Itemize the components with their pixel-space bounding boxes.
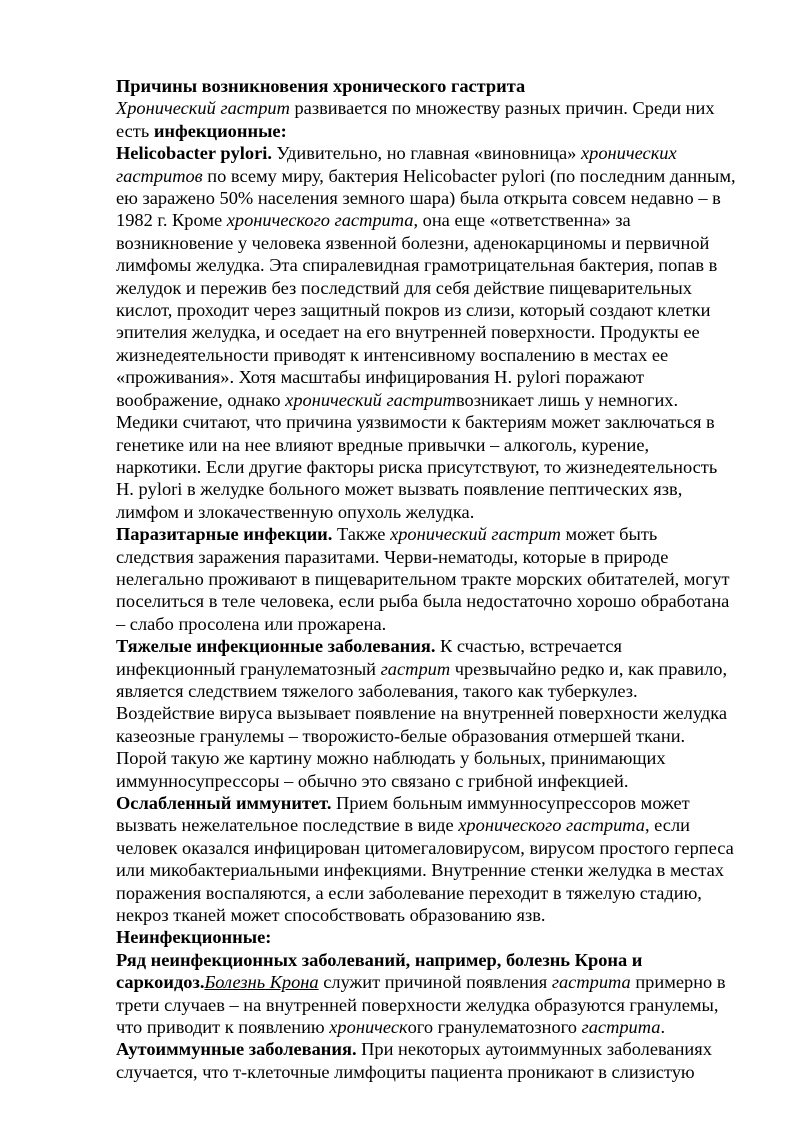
intro-bold: инфекционные: <box>153 120 287 141</box>
crohn-paragraph: Ряд неинфекционных заболеваний, например, болезнь Крона и саркоидоз.Болезнь Крона служит причиной появления гастрита примерно в трети случаев – на внутренней поверхности желудка образуются гранулемы, что приводит к появлению хронического гранулематозного гастрита. <box>116 949 726 1038</box>
document-title: Причины возникновения хронического гастрита <box>116 76 526 96</box>
immunity-heading: Ослабленный иммунитет. <box>116 793 332 813</box>
noninfectious-heading: Неинфекционные: <box>116 927 272 948</box>
intro-term: Хронический гастрит <box>116 98 290 119</box>
document-body <box>116 75 738 1083</box>
autoimmune-heading: Аутоиммунные заболевания. <box>116 1039 357 1060</box>
helicobacter-heading: Helicobacter pylori. <box>116 143 272 164</box>
parasitic-paragraph: Паразитарные инфекции. Также хронический гастрит может быть следствия заражения паразитами. Черви-нематоды, которые в природе нелегально проживают в пищеварительном тракте морских обитателей, могут поселиться в теле человека, если рыба была недостаточно хорошо обработана – слабо просолена или прожарена. <box>116 524 730 634</box>
parasitic-heading: Паразитарные инфекции. <box>116 524 333 545</box>
autoimmune-paragraph: Аутоиммунные заболевания. При некоторых аутоиммунных заболеваниях случается, что т-клеточные лимфоциты пациента проникают в слизистую <box>116 1039 712 1082</box>
immunity-paragraph: Ослабленный иммунитет. Прием больным иммунносупрессоров может вызвать нежелательное последствие в виде хронического гастрита, если человек оказался инфицирован цитомегаловирусом, вирусом простого герпеса или микобактериальными инфекциями. Внутренние стенки желудка в местах поражения воспаляются, а если заболевание переходит в тяжелую стадию, некроз тканей может способствовать образованию язв. <box>116 793 734 926</box>
severe-heading: Тяжелые инфекционные заболевания. <box>116 636 436 657</box>
crohn-heading: Ряд неинфекционных заболеваний, например, болезнь Крона и саркоидоз. <box>116 949 643 993</box>
crohn-link[interactable]: Болезнь Крона <box>204 972 319 993</box>
intro-paragraph: Хронический гастрит развивается по множеству разных причин. Среди них есть инфекционные: <box>116 98 715 141</box>
severe-paragraph: Тяжелые инфекционные заболевания. К счастью, встречается инфекционный гранулематозный гастрит чрезвычайно редко и, как правило, является следствием тяжелого заболевания, такого как туберкулез. Воздействие вируса вызывает появление на внутренней поверхности желудка казеозные гранулемы – творожисто-белые образования отмершей ткани. Порой такую же картину можно наблюдать у больных, принимающих иммунносупрессоры – обычно это связано с грибной инфекцией. <box>116 636 728 791</box>
helicobacter-paragraph: Helicobacter pylori. Удивительно, но главная «виновница» хронических гастритов по всему миру, бактерия Helicobacter pylori (по последним данным, ею заражено 50% населения земного шара) была открыта совсем недавно – в 1982 г. Кроме хронического гастрита, она еще «ответственна» за возникновение у человека язвенной болезни, аденокарциномы и первичной лимфомы желудка. Эта спиралевидная грамотрицательная бактерия, попав в желудок и пережив без последствий для себя действие пищеварительных кислот, проходит через защитный покров из слизи, который создают клетки эпителия желудка, и оседает на его внутренней поверхности. Продукты ее жизнедеятельности приводят к интенсивному воспалению в местах ее «проживания». Хотя масштабы инфицирования H. pylori поражают воображение, однако хронический гастритвозникает лишь у немногих. Медики считают, что причина уязвимости к бактериям может заключаться в генетике или на нее влияют вредные привычки – алкоголь, курение, наркотики. Если другие факторы риска присутствуют, то жизнедеятельность H. pylori в желудке больного может вызвать появление пептических язв, лимфом и злокачественную опухоль желудка. <box>116 143 736 522</box>
